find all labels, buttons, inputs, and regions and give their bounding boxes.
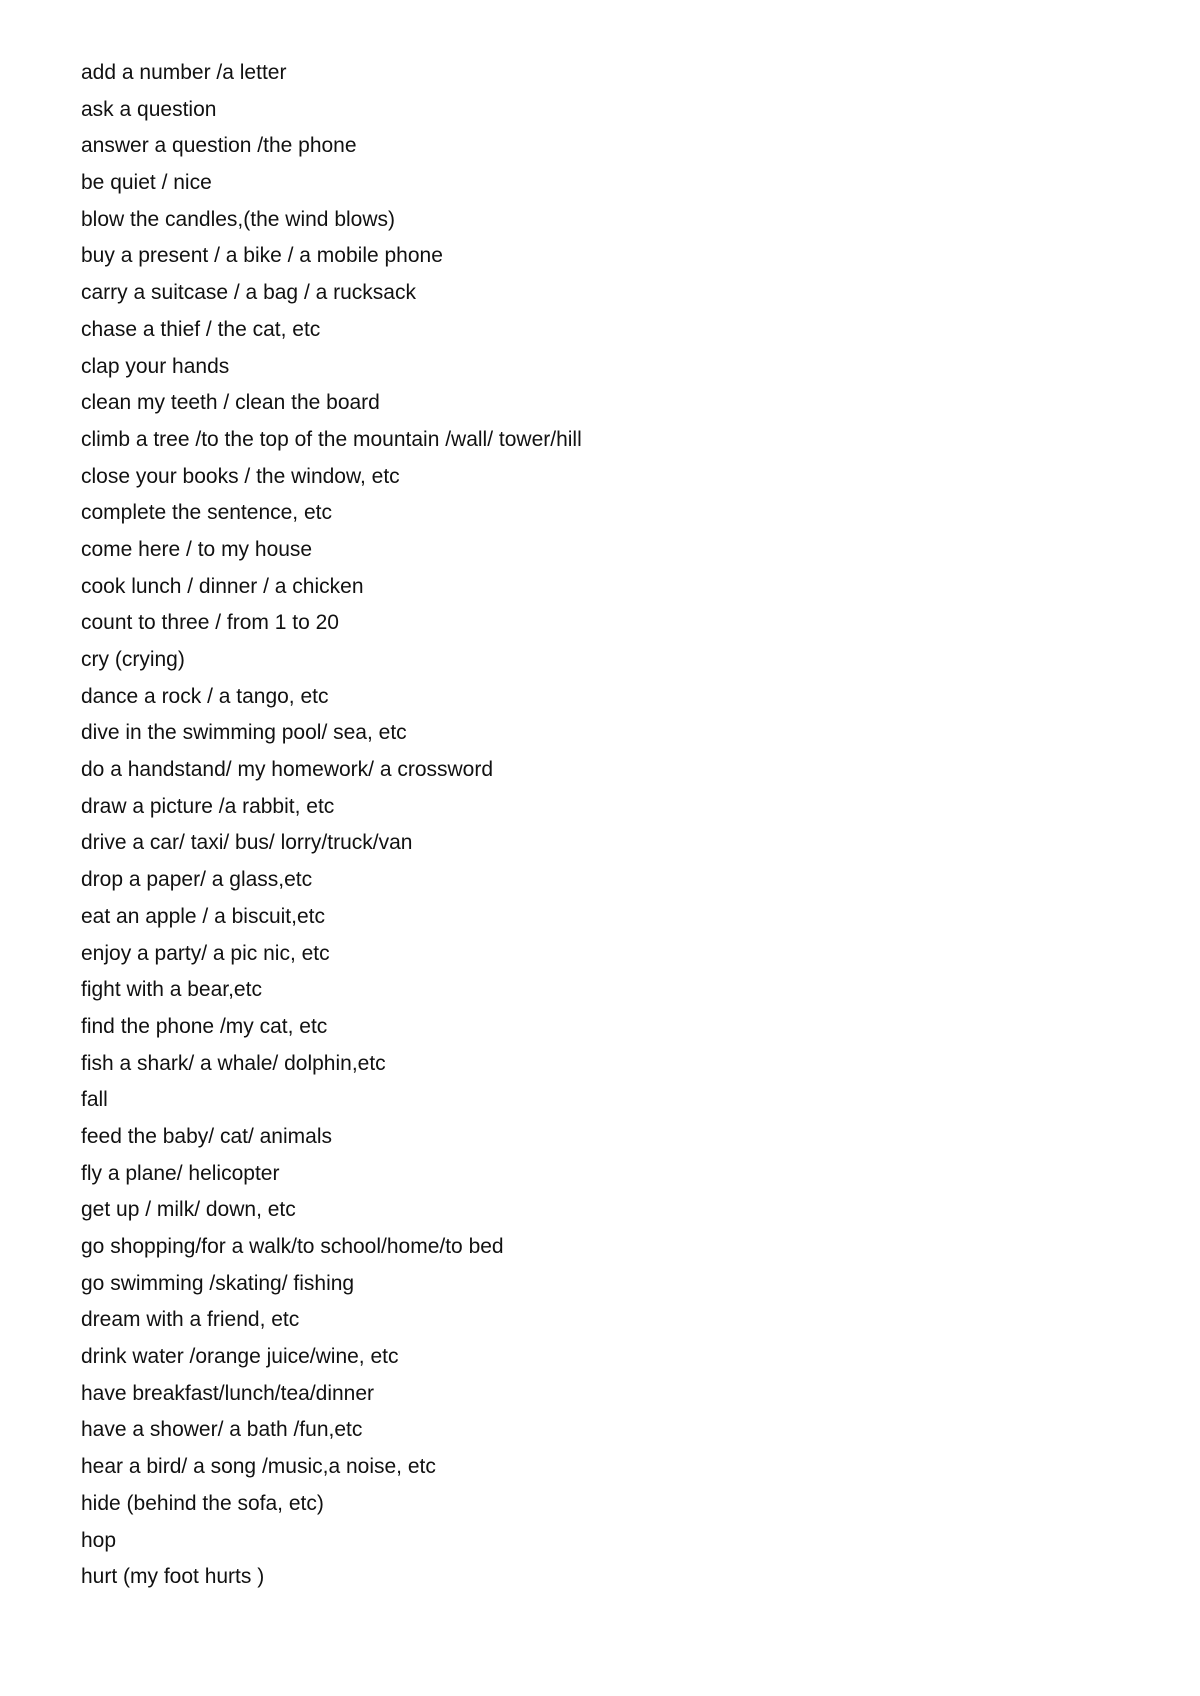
- list-item: fall: [81, 1088, 108, 1112]
- list-item: cry (crying): [81, 648, 185, 671]
- list-item: hide (behind the sofa, etc): [81, 1491, 324, 1515]
- list-item: ask a question: [81, 97, 217, 121]
- list-item: draw a picture /a rabbit, etc: [81, 794, 335, 818]
- list-item: have breakfast/lunch/tea/dinner: [81, 1381, 375, 1405]
- list-item: find the phone /my cat, etc: [81, 1014, 328, 1038]
- list-item: count to three / from 1 to 20: [81, 611, 339, 635]
- list-item: drink water /orange juice/wine, etc: [81, 1345, 399, 1369]
- list-item: do a handstand/ my homework/ a crossword: [81, 758, 494, 782]
- list-item: carry a suitcase / a bag / a rucksack: [81, 281, 416, 305]
- list-item: go swimming /skating/ fishing: [81, 1271, 355, 1295]
- list-item: dive in the swimming pool/ sea, etc: [81, 721, 407, 745]
- list-item: buy a present / a bike / a mobile phone: [81, 244, 443, 268]
- list-item: hear a bird/ a song /music,a noise, etc: [81, 1455, 436, 1479]
- list-item: clap your hands: [81, 354, 230, 378]
- list-item: feed the baby/ cat/ animals: [81, 1124, 332, 1148]
- list-item: cook lunch / dinner / a chicken: [81, 574, 364, 598]
- list-item: eat an apple / a biscuit,etc: [81, 904, 325, 928]
- list-item: climb a tree /to the top of the mountain /wall/ tower/hill: [81, 427, 582, 451]
- list-item: drive a car/ taxi/ bus/ lorry/truck/van: [81, 831, 413, 855]
- list-item: complete the sentence, etc: [81, 501, 332, 525]
- list-item: chase a thief / the cat, etc: [81, 317, 321, 341]
- list-item: get up / milk/ down, etc: [81, 1198, 296, 1222]
- list-item: hop: [81, 1528, 117, 1552]
- list-item: dance a rock / a tango, etc: [81, 684, 329, 708]
- list-item: drop a paper/ a glass,etc: [81, 868, 313, 892]
- list-item: blow the candles,(the wind blows): [81, 207, 395, 231]
- list-item: be quiet / nice: [81, 171, 212, 195]
- list-item: dream with a friend, etc: [81, 1308, 300, 1332]
- verb-phrase-list: [81, 58, 582, 1599]
- list-item: answer a question /the phone: [81, 134, 357, 158]
- list-item: fish a shark/ a whale/ dolphin,etc: [81, 1051, 386, 1075]
- list-item: fly a plane/ helicopter: [81, 1161, 280, 1185]
- list-item: add a number /a letter: [81, 61, 287, 84]
- list-item: fight with a bear,etc: [81, 978, 262, 1002]
- list-item: close your books / the window, etc: [81, 464, 400, 488]
- list-item: enjoy a party/ a pic nic, etc: [81, 941, 330, 965]
- list-item: clean my teeth / clean the board: [81, 391, 380, 415]
- list-item: come here / to my house: [81, 537, 313, 561]
- list-item: have a shower/ a bath /fun,etc: [81, 1418, 363, 1442]
- list-item: go shopping/for a walk/to school/home/to bed: [81, 1235, 504, 1258]
- list-item: hurt (my foot hurts ): [81, 1565, 265, 1589]
